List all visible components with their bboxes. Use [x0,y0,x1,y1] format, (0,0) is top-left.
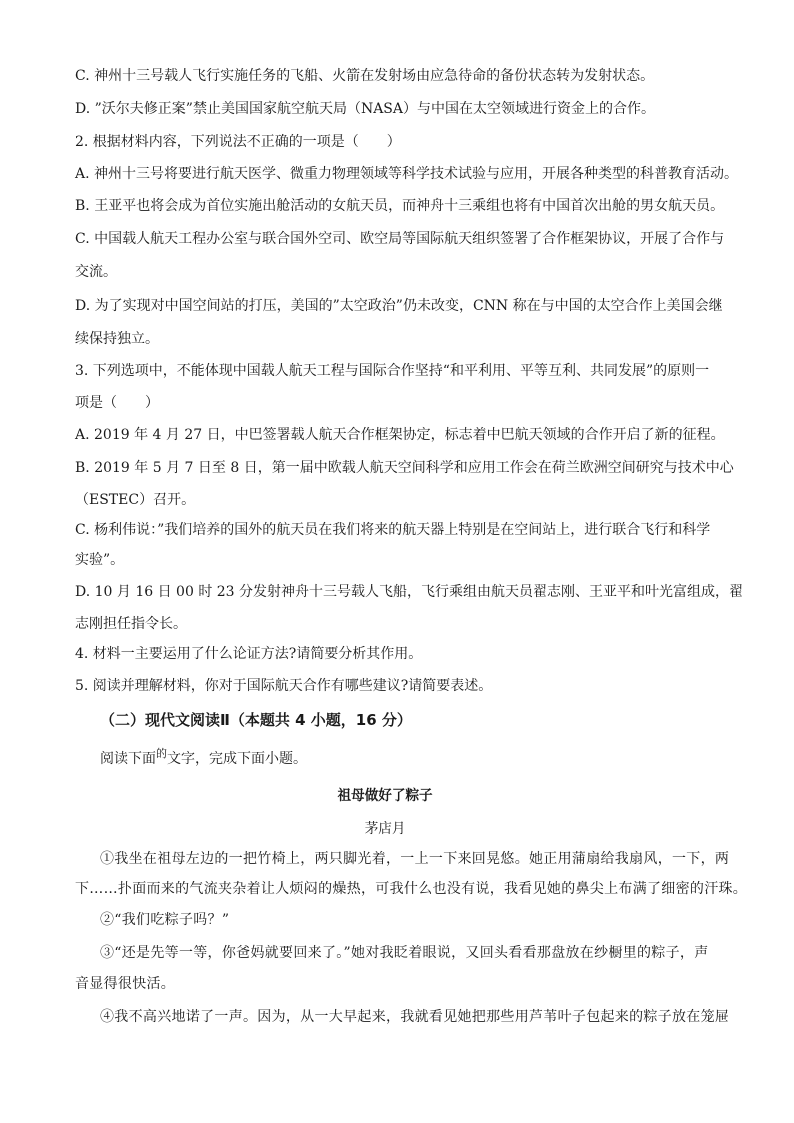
instruction-part-b: 文字，完成下面小题。 [167,751,307,767]
q3-option-c-cont: 实验”。 [75,552,125,568]
question-3-cont: 项是（ ） [75,395,159,411]
instruction-part-a: 阅读下面 [100,751,156,767]
q2-option-b: B. 王亚平也将会成为首位实施出舱活动的女航天员，而神舟十三乘组也将有中国首次出舱的男女航天员。 [75,198,725,214]
q3-option-b-cont: （ESTEC）召开。 [75,492,196,508]
q3-option-d: D. 10 月 16 日 00 时 23 分发射神舟十三号载人飞船，飞行乘组由航天员翟志刚、王亚平和叶光富组成，翟 [75,584,744,600]
question-4: 4. 材料一主要运用了什么论证方法?请简要分析其作用。 [75,646,423,662]
story-author: 茅店月 [364,821,406,837]
story-paragraph-1-cont: 下……扑面而来的气流夹杂着让人烦闷的燥热，可我什么也没有说，我看见她的鼻尖上布满了细密的汗珠。 [75,881,748,897]
q2-option-c: C. 中国载人航天工程办公室与联合国外空司、欧空局等国际航天组织签署了合作框架协议，开展了合作与 [75,231,725,247]
q3-option-b: B. 2019 年 5 月 7 日至 8 日，第一届中欧载人航天空间科学和应用工作会在荷兰欧洲空间研究与技术中心 [75,460,734,476]
instruction-superscript: 的 [156,747,167,760]
story-title: 祖母做好了粽子 [337,788,433,804]
story-paragraph-3-cont: 音显得很快活。 [75,976,176,992]
q2-option-a: A. 神州十三号将要进行航天医学、微重力物理领域等科学技术试验与应用，开展各种类型的科普教育活动。 [75,166,739,182]
q2-option-d-cont: 续保持独立。 [75,331,159,347]
question-5: 5. 阅读并理解材料，你对于国际航天合作有哪些建议?请简要表述。 [75,678,493,694]
option-c-line: C. 神州十三号载人飞行实施任务的飞船、火箭在发射场由应急待命的备份状态转为发射状态。 [75,68,655,84]
story-paragraph-4: ④我不高兴地诺了一声。因为，从一大早起来，我就看见她把那些用芦苇叶子包起来的粽子放在笼屉 [100,1009,730,1025]
story-paragraph-3: ③“还是先等一等，你爸妈就要回来了。”她对我眨着眼说，又回头看看那盘放在纱橱里的粽子，声 [100,945,709,961]
story-paragraph-2: ②“我们吃粽子吗？” [100,912,230,928]
option-d-line: D. ”沃尔夫修正案”禁止美国国家航空航天局（NASA）与中国在太空领域进行资金上的合作。 [75,101,655,117]
q2-option-d: D. 为了实现对中国空间站的打压，美国的”太空政治”仍未改变，CNN 称在与中国的太空合作上美国会继 [75,298,723,314]
question-2: 2. 根据材料内容，下列说法不正确的一项是（ ） [75,134,401,150]
question-3: 3. 下列选项中，不能体现中国载人航天工程与国际合作坚持“和平利用、平等互利、共同发展”的原则一 [75,363,710,379]
q3-option-a: A. 2019 年 4 月 27 日，中巴签署载人航天合作框架协定，标志着中巴航天领域的合作开启了新的征程。 [75,427,725,443]
section-heading: （二）现代文阅读Ⅱ（本题共 4 小题，16 分） [100,711,412,729]
reading-instruction [100,749,730,770]
q2-option-c-cont: 交流。 [75,264,117,280]
q3-option-c: C. 杨利伟说：”我们培养的国外的航天员在我们将来的航天器上特别是在空间站上，进行联合飞行和科学 [75,522,711,538]
q3-option-d-cont: 志刚担任指令长。 [75,616,187,632]
story-paragraph-1: ①我坐在祖母左边的一把竹椅上，两只脚光着，一上一下来回晃悠。她正用蒲扇给我扇风，一下，两 [100,851,730,867]
